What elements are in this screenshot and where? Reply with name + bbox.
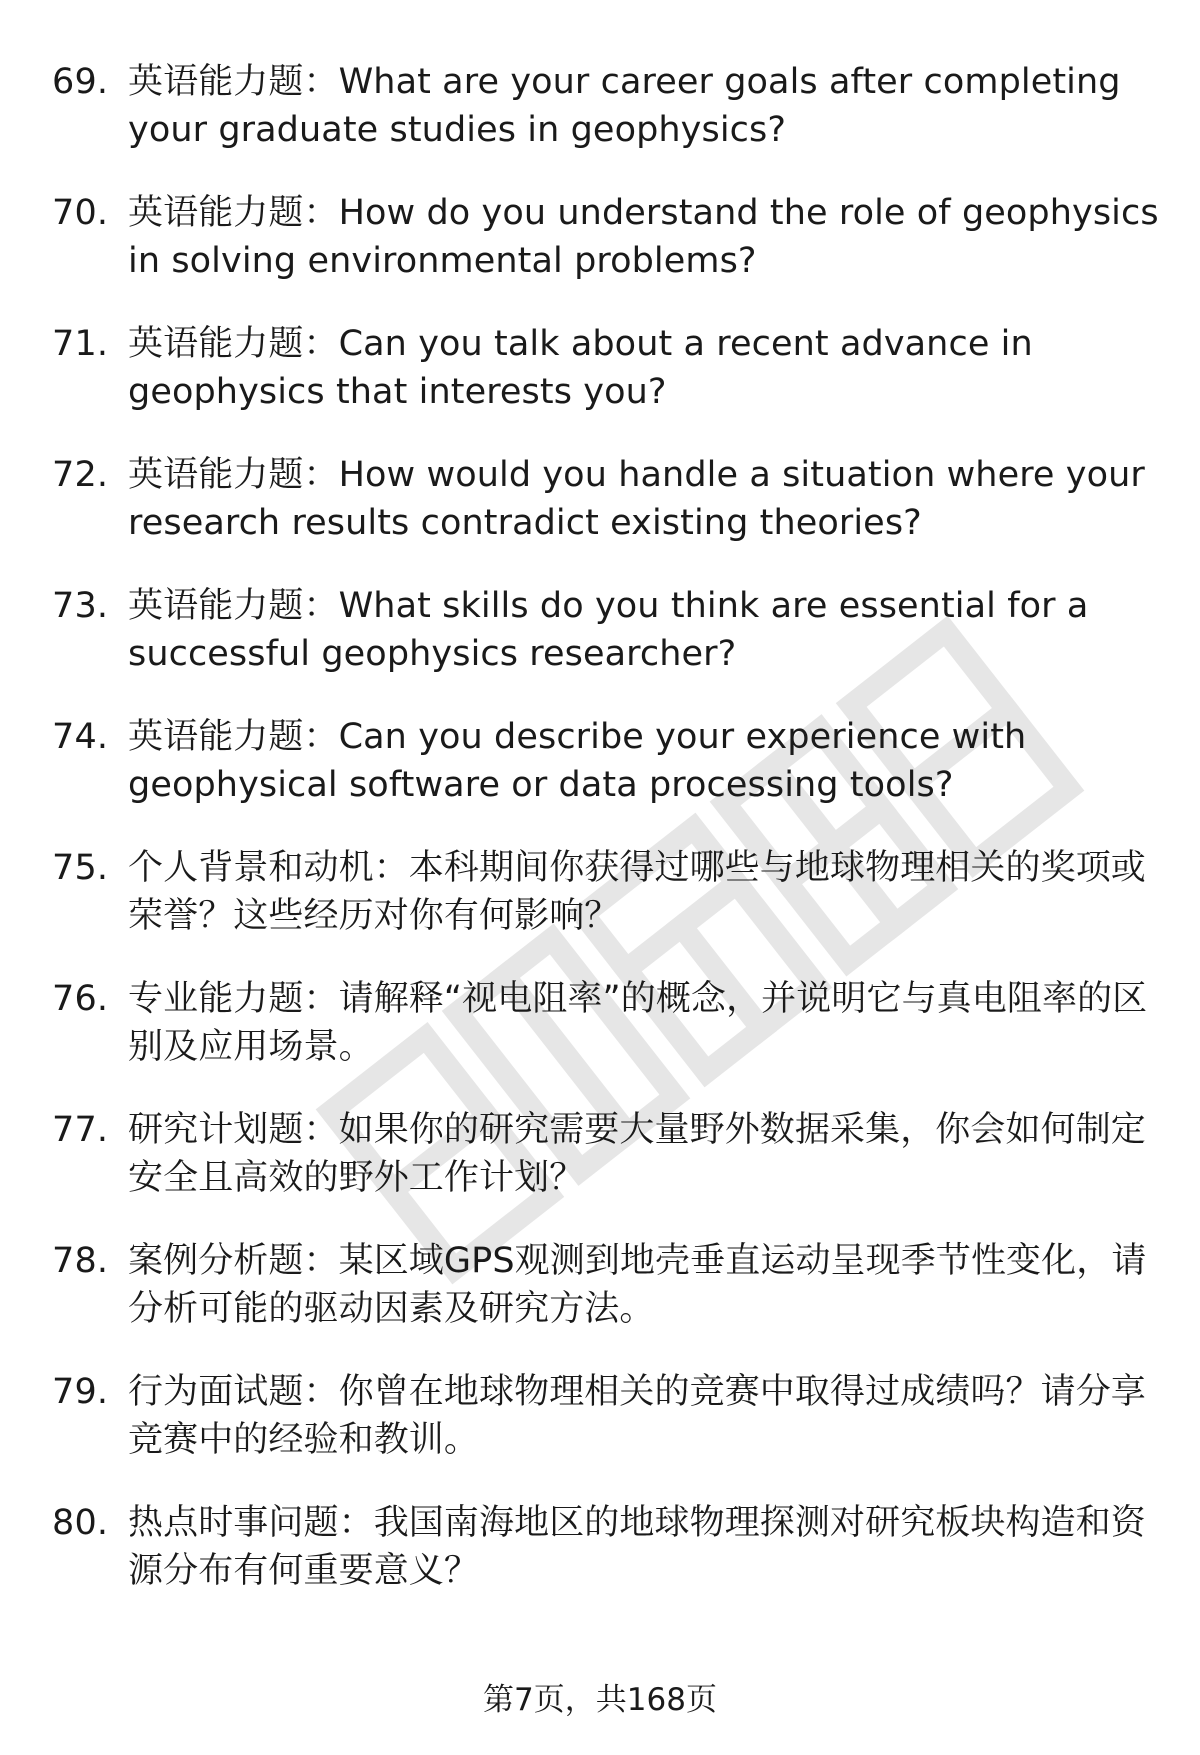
question-number: 76. — [52, 979, 109, 1019]
question-number: 74. — [52, 717, 109, 757]
question-item — [52, 189, 1162, 320]
question-number: 79. — [52, 1372, 109, 1412]
question-text: 英语能力题：How do you understand the role of geophysics in solving environmental problems? — [128, 193, 1159, 281]
question-item — [52, 58, 1162, 189]
question-item — [52, 1237, 1162, 1368]
question-item — [52, 713, 1162, 844]
question-text: 英语能力题：What skills do you think are essential for a successful geophysics researcher? — [128, 586, 1089, 674]
question-number: 80. — [52, 1503, 109, 1543]
question-number: 71. — [52, 324, 109, 364]
question-item — [52, 451, 1162, 582]
question-item — [52, 320, 1162, 451]
question-text: 个人背景和动机：本科期间你获得过哪些与地球物理相关的奖项或荣誉？这些经历对你有何影响？ — [128, 848, 1146, 936]
question-item — [52, 582, 1162, 713]
question-text: 行为面试题：你曾在地球物理相关的竞赛中取得过成绩吗？请分享竞赛中的经验和教训。 — [128, 1372, 1146, 1460]
question-number: 73. — [52, 586, 109, 626]
question-item — [52, 844, 1162, 975]
question-list — [52, 58, 1162, 1630]
question-number: 78. — [52, 1241, 109, 1281]
question-item — [52, 1106, 1162, 1237]
question-text: 英语能力题：What are your career goals after completing your graduate studies in geophysics? — [128, 62, 1121, 150]
question-number: 75. — [52, 848, 109, 888]
question-text: 英语能力题：How would you handle a situation where your research results contradict existing theories? — [128, 455, 1145, 543]
page-footer: 第7页，共168页 — [483, 1682, 717, 1718]
question-text: 英语能力题：Can you talk about a recent advance in geophysics that interests you? — [128, 324, 1033, 412]
question-number: 70. — [52, 193, 109, 233]
question-text: 热点时事问题：我国南海地区的地球物理探测对研究板块构造和资源分布有何重要意义？ — [128, 1503, 1146, 1591]
question-item — [52, 1368, 1162, 1499]
question-text: 专业能力题：请解释“视电阻率”的概念，并说明它与真电阻率的区别及应用场景。 — [128, 979, 1148, 1067]
question-text: 研究计划题：如果你的研究需要大量野外数据采集，你会如何制定安全且高效的野外工作计划？ — [128, 1110, 1146, 1198]
question-text: 案例分析题：某区域GPS观测到地壳垂直运动呈现季节性变化，请分析可能的驱动因素及研究方法。 — [128, 1241, 1147, 1329]
question-text: 英语能力题：Can you describe your experience with geophysical software or data processing tools? — [128, 717, 1027, 805]
question-number: 72. — [52, 455, 109, 495]
question-number: 69. — [52, 62, 109, 102]
question-number: 77. — [52, 1110, 109, 1150]
question-item — [52, 975, 1162, 1106]
question-item — [52, 1499, 1162, 1630]
